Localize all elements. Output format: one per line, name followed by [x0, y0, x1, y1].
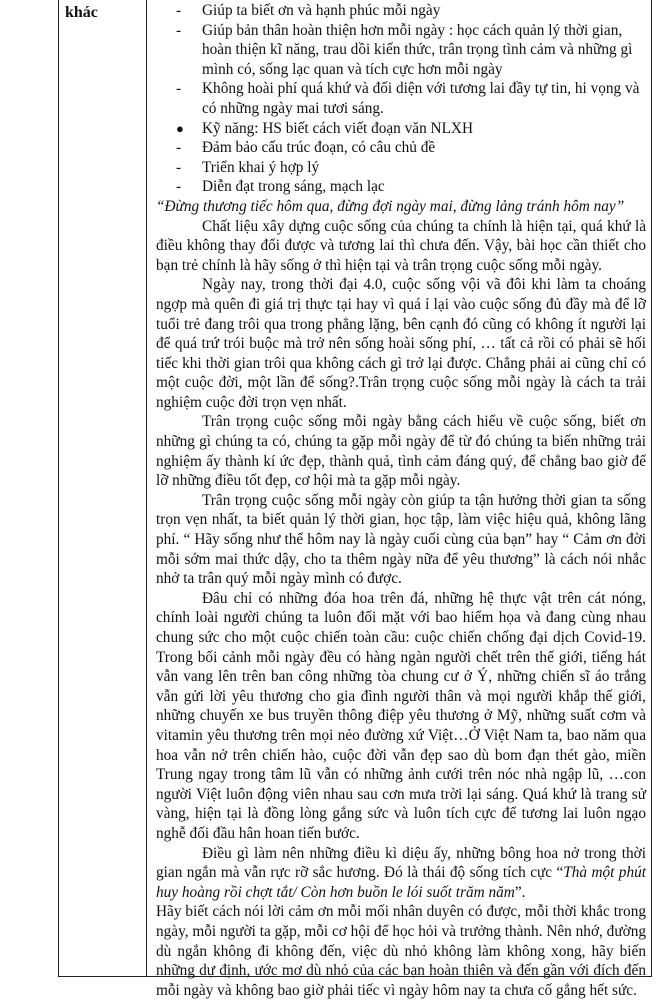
list-item: - Không hoài phí quá khứ và đối diện với tương lai đầy tự tin, hi vọng và có những ngày mai tươi sáng.	[176, 80, 640, 117]
row-label: khác	[65, 4, 98, 21]
table-border-left	[58, 0, 59, 977]
list-item: - Diễn đạt trong sáng, mạch lạc	[176, 178, 385, 196]
quote: “Đừng thương tiếc hôm qua, đừng đợi ngày mai, đừng lảng tránh hôm nay”	[156, 197, 625, 215]
final-paragraph: Hãy biết cách nói lời cảm ơn mỗi mối nhân duyên có được, mỗi thời khắc trong ngày, mỗi người ta gặp, mỗi cơ hội để học hỏi và trưởng thành. Nên nhớ, đường dù ngắn không đi không đến, việc dù nhỏ không làm không xong, hãy biến những dự định, ước mơ dù nhỏ của các bạn hoàn thiện và đến gần với đích đến mỗi ngày và không bao giờ phải tiếc vì ngày hôm nay ta chưa cố gắng hết sức.	[156, 903, 647, 999]
paragraph: Ngày nay, trong thời đại 4.0, cuộc sống vội vã đôi khi làm ta choáng ngợp mà quên đi giá trị thực tại hay vì quá ỉ lại vào cuộc sống đủ đầy mà để lỡ tuổi trẻ đang trôi qua trong phẳng lặng, bên cạnh đó cũng có không ít người lại để quá trứ trói buộc mà trở nên sống hoài sống phí, … tất cả rồi có phải sẽ hối tiếc khi thời gian trôi qua không cách gì trở lại được. Chẳng phải ai cũng chỉ có một cuộc đời, một lần để sống?.Trân trọng cuộc sống mỗi ngày là cách ta trải nghiệm cuộc đời trọn vẹn nhất.	[156, 276, 646, 411]
content-cell	[156, 1, 646, 1000]
list-item: - Đảm bảo cấu trúc đoạn, có câu chủ đề	[176, 139, 436, 157]
bullet-dot-icon: ●	[176, 120, 184, 136]
paragraph: Đâu chỉ có những đóa hoa trên đá, những hệ thực vật trên cát nóng, chính loài người chúng ta luôn đối mặt với bao hiểm họa và đang cùng nhau chung sức cho một cuộc chiến toàn cầu: cuộc chiến chống đại dịch Covid-19. Trong bối cảnh mỗi ngày đều có hàng ngàn người chết trên thế giới, tiếng hát vẫn vang lên trên ban công những tòa chung cư ở Ý, những chiến sĩ áo trắng vẫn gửi lời yêu thương cho gia đình người thân và mọi người khắp thế giới, những chuyến xe bus truyền thông điệp yêu thương ở Mỹ, những suất cơm và vitamin yêu thương trên mọi nẻo đường xứ Việt…Ở Việt Nam ta, bao năm qua hoa vẫn nở trên chiến hào, cuộc đời vẫn đẹp sao dù bom đạn thét gào, miền Trung ngay trong tâm lũ vẫn có những ảnh cưới trên nóc nhà ngập lũ, …con người Việt luôn động viên nhau sau cơn mưa trời lại sáng. Quá khứ là trang sử vàng, hiện tại là đồng lòng gắng sức và luôn tích cực để tương lai luôn ngạo nghễ đối đầu hân hoan tiến bước.	[156, 589, 646, 842]
paragraph: Trân trọng cuộc sống mỗi ngày bằng cách hiểu về cuộc sống, biết ơn những gì chúng ta có, chúng ta gặp mỗi ngày để từ đó chúng ta biến những trải nghiệm ấy thành kí ức đẹp, thành quả, tình cảm đáng quý, để chẳng bao giờ để lỡ những điều tốt đẹp, cơ hội mà ta gặp mỗi ngày.	[156, 413, 646, 490]
paragraph: Điều gì làm nên những điều kì diệu ấy, những bông hoa nở trong thời gian ngắn mà vẫn rực rỡ sắc hương. Đó là thái độ sống tích cực “Thà một phút huy hoàng rồi chợt tắt/ Còn hơn buồn le lói suốt trăm năm”.	[156, 844, 646, 901]
table-border-right	[651, 0, 652, 977]
paragraph: Trân trọng cuộc sống mỗi ngày còn giúp ta tận hưởng thời gian ta sống trọn vẹn nhất, ta biết quản lý thời gian, học tập, làm việc hiệu quả, không lãng phí. “ Hãy sống như thể hôm nay là ngày cuối cùng của bạn” hay “ Cảm ơn đời mỗi sớm mai thức dậy, cho ta thêm ngày nữa để yêu thương” là cách nói nhắc nhở ta trân quý mỗi ngày mình có được.	[156, 491, 646, 588]
list-item: - Giúp ta biết ơn và hạnh phúc mỗi ngày	[176, 2, 441, 19]
table-column-divider	[146, 0, 147, 977]
list-item: - Triển khai ý hợp lý	[176, 158, 320, 176]
list-item: - Giúp bản thân hoàn thiện hơn mỗi ngày : học cách quản lý thời gian, hoàn thiện kĩ năng, trau dồi kiến thức, trân trọng tình cảm và những gì mình có, sống lạc quan và tích cực hơn mỗi ngày	[176, 21, 633, 78]
bullet-item: ● Kỹ năng: HS biết cách viết đoạn văn NLXH	[176, 119, 474, 137]
paragraph: Chất liệu xây dựng cuộc sống của chúng ta chính là hiện tại, quá khứ là điều không thay đổi được và tương lai thì chưa đến. Vậy, bài học cần thiết cho bạn trẻ chính là hãy sống ở thì hiện tại và trân trọng cuộc sống mỗi ngày.	[156, 217, 646, 274]
